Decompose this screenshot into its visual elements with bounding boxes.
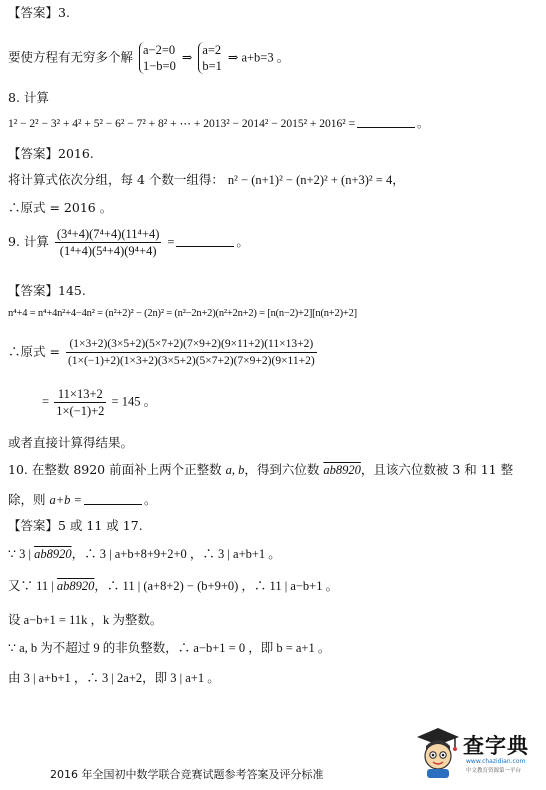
q10-step-1-a: ∵ 3 | xyxy=(8,547,31,561)
q9-big-denominator: (1×(−1)+2)(1×3+2)(3×5+2)(5×7+2)(7×9+2)(9×11+2) xyxy=(67,355,315,367)
question-10-line-2 xyxy=(8,492,157,508)
page-footer: 2016 年全国初中数学联合竞赛试题参考答案及评分标准 xyxy=(50,768,324,781)
six-digit-number: ab8920 xyxy=(56,579,95,593)
question-9-result: = $\frac{11\times 13+2}{1\times(-1)+2}$ = 145 。 xyxy=(42,387,157,418)
question-9 xyxy=(8,226,249,259)
q10-step-2-a: 又∵ 11 | xyxy=(8,579,54,593)
question-8-answer: 【答案】2016. xyxy=(8,146,94,161)
q10-step-2-b: ，∴ 11 | (a+8+2) − (b+9+0) ，∴ 11 | a−b+1 。 xyxy=(94,579,339,593)
six-digit-number: ab8920 xyxy=(34,547,72,561)
question-9-answer: 【答案】145. xyxy=(8,283,86,298)
answer-blank xyxy=(176,234,234,247)
answer-blank xyxy=(357,115,415,128)
q9-small-numerator: 11×13+2 xyxy=(54,386,106,403)
graduate-mascot-icon xyxy=(415,726,461,780)
question-9-alternative: 或者直接计算得结果。 xyxy=(8,435,134,450)
q10-text-d: 除，则 xyxy=(8,492,46,507)
q10-end: 。 xyxy=(144,492,157,507)
q10-text-c: ，且该六位数被 3 和 11 整 xyxy=(360,462,514,477)
question-8-title: 8. 计算 xyxy=(8,90,49,105)
question-8-expression xyxy=(8,115,429,132)
q8-solution-text: 将计算式依次分组，每 4 个数一组得： xyxy=(8,172,224,187)
q9-end: 。 xyxy=(236,234,249,249)
implies-arrow: ⇒ xyxy=(181,50,193,65)
question-8-solution-2: ∴原式 = 2016 。 xyxy=(8,200,113,215)
system-1-row-1: a−2=0 xyxy=(143,43,176,57)
q10-sum: a+b = xyxy=(49,493,82,507)
q9-fraction xyxy=(55,226,161,259)
q9-small-fraction xyxy=(54,386,106,419)
prev-solution xyxy=(8,42,289,74)
prev-solution-text: 要使方程有无穷多个解 xyxy=(8,49,134,65)
q9-big-fraction xyxy=(66,336,317,369)
q10-vars: a, b xyxy=(225,463,245,477)
question-9-original xyxy=(8,336,319,369)
answer-blank xyxy=(84,492,142,505)
question-8-solution-1 xyxy=(8,172,405,188)
q10-text-b: ，得到六位数 xyxy=(244,462,320,477)
q9-numerator: (3⁴+4)(7⁴+4)(11⁴+4) xyxy=(56,227,160,241)
question-10-line-1 xyxy=(8,462,513,478)
question-10-step-1 xyxy=(8,546,281,562)
question-10-step-5: 由 3 | a+b+1 ，∴ 3 | 2a+2，即 3 | a+1 。 xyxy=(8,671,220,685)
logo-subtitle: 中文教育资源第一平台 xyxy=(466,768,522,774)
prev-answer: 【答案】3. xyxy=(8,5,70,20)
question-9-factorization: n⁴+4 = n⁴+4n²+4−4n² = (n²+2)² − (2n)² = (n²−2n+2)(n²+2n+2) = [n(n−2)+2][n(n+2)+2] xyxy=(8,308,357,319)
system-2-row-2: b=1 xyxy=(202,59,222,73)
q8-solution-math: n² − (n+1)² − (n+2)² + (n+3)² = 4， xyxy=(227,173,405,187)
q9-denominator: (1⁴+4)(5⁴+4)(9⁴+4) xyxy=(59,244,157,258)
equation-system-1 xyxy=(139,42,176,74)
logo-title: 查字典 xyxy=(463,734,529,758)
q9-prefix: 9. 计算 xyxy=(8,234,49,249)
system-1-row-2: 1−b=0 xyxy=(143,59,176,73)
chazidian-logo xyxy=(415,726,539,782)
question-10-step-4: ∵ a, b 为不超过 9 的非负整数，∴ a−b+1 = 0 ，即 b = a+1 。 xyxy=(8,641,331,655)
q9-big-numerator: (1×3+2)(3×5+2)(5×7+2)(7×9+2)(9×11+2)(11×13+2) xyxy=(66,336,317,353)
system-2-row-1: a=2 xyxy=(202,43,222,57)
q10-step-1-b: ，∴ 3 | a+b+8+9+2+0 ，∴ 3 | a+b+1 。 xyxy=(71,547,281,561)
q10-text-a: 10. 在整数 8920 前面补上两个正整数 xyxy=(8,462,222,477)
q8-expression-text: 1² − 2² − 3² + 4² + 5² − 6² − 7² + 8² + ⋯ + 2013² − 2014² − 2015² + 2016² = xyxy=(8,118,356,130)
question-10-answer: 【答案】5 或 11 或 17. xyxy=(8,518,143,533)
question-10-step-2 xyxy=(8,578,338,594)
logo-url: www.chazidian.com xyxy=(466,758,526,765)
q9-result-value: = 145 。 xyxy=(111,394,157,409)
equation-system-2 xyxy=(198,42,222,74)
six-digit-number: ab8920 xyxy=(323,463,361,477)
q8-end: 。 xyxy=(417,118,429,130)
q9-original-label: ∴原式 = xyxy=(8,344,60,359)
question-10-step-3: 设 a−b+1 = 11k ，k 为整数。 xyxy=(8,613,163,627)
q9-equals: = xyxy=(167,235,175,249)
q9-small-denominator: 1×(−1)+2 xyxy=(56,404,105,418)
prev-solution-result: ⇒ a+b=3 。 xyxy=(227,50,290,65)
